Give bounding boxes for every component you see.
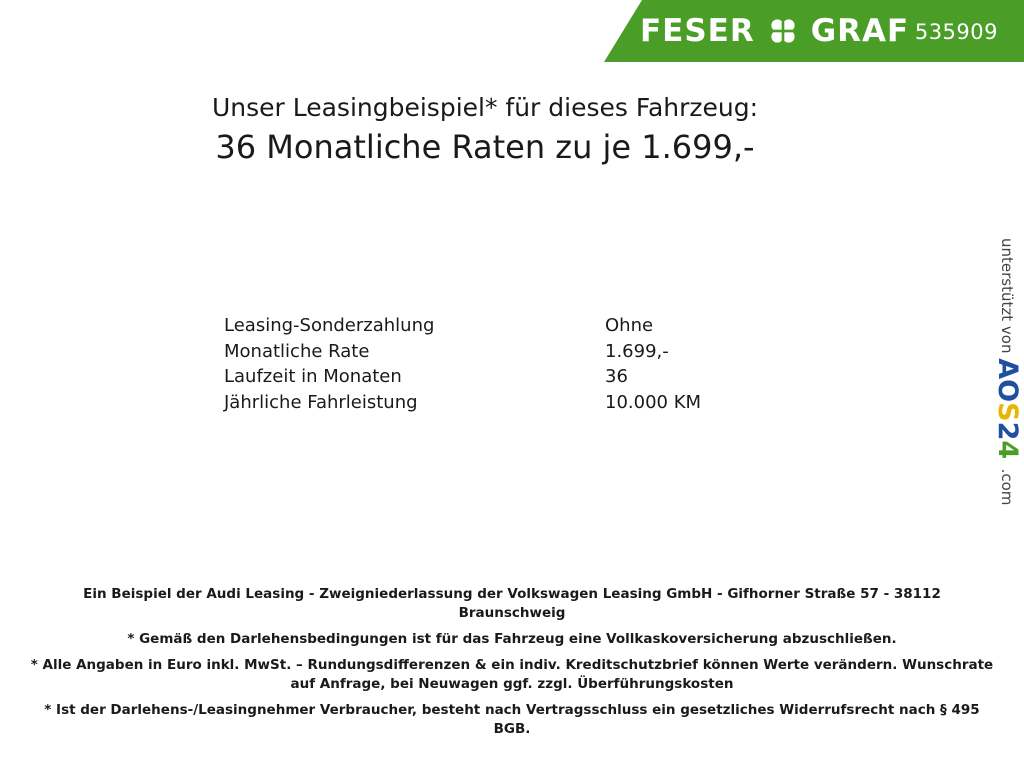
- footer-line-4: * Ist der Darlehens-/Leasingnehmer Verbraucher, besteht nach Vertragsschluss ein gesetzliches Widerrufsrecht nach § 495 BGB.: [44, 702, 980, 737]
- brand-name-right: GRAF: [810, 13, 910, 49]
- table-row: [224, 390, 905, 416]
- table-row: [224, 364, 905, 390]
- footer-line-3: * Alle Angaben in Euro inkl. MwSt. – Rundungsdifferenzen & ein indiv. Kreditschutzbrief können Werte verändern. Wunschrate auf Anfrage, bei Neuwagen ggf. zzgl. Überführungskosten: [30, 657, 994, 692]
- leasing-details-table: [224, 313, 905, 415]
- table-row: [224, 313, 905, 339]
- footer-disclaimer: [0, 585, 1024, 741]
- detail-label: Leasing-Sonderzahlung: [224, 315, 435, 336]
- supported-by-sidebar: [992, 238, 1022, 538]
- detail-value: 10.000 KM: [605, 391, 702, 413]
- detail-value: 1.699,-: [605, 340, 669, 362]
- page-header: [0, 0, 1024, 62]
- supported-by-label: unterstützt von: [998, 238, 1016, 354]
- detail-value: Ohne: [605, 315, 654, 336]
- footer-line-1: Ein Beispiel der Audi Leasing - Zweigniederlassung der Volkswagen Leasing GmbH - Gifhorner Straße 57 - 38112 Braunschweig: [83, 586, 941, 621]
- detail-label: Jährliche Fahrleistung: [224, 391, 418, 413]
- brand-logo: [640, 13, 909, 49]
- aos24-logo: AOS24: [992, 358, 1023, 460]
- detail-label: Laufzeit in Monaten: [224, 366, 402, 387]
- title-mainline: 36 Monatliche Raten zu je 1.699,-: [215, 128, 755, 166]
- footer-line-2: * Gemäß den Darlehensbedingungen ist für das Fahrzeug eine Vollkaskoversicherung abzuschließen.: [127, 631, 897, 647]
- detail-value: 36: [605, 366, 628, 387]
- table-row: [224, 339, 905, 365]
- title-subline: Unser Leasingbeispiel* für dieses Fahrzeug:: [211, 93, 759, 122]
- clover-icon: [768, 16, 798, 46]
- aos24-domain-suffix: .com: [998, 468, 1016, 506]
- vehicle-id: 535909: [914, 20, 998, 44]
- brand-name-left: FESER: [640, 13, 755, 49]
- detail-label: Monatliche Rate: [224, 340, 370, 362]
- page-title: [0, 92, 970, 168]
